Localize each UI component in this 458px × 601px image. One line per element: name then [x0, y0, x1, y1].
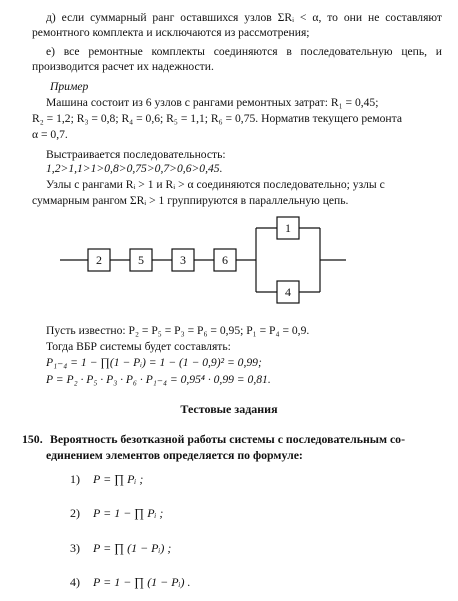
- option-3-number: 3): [70, 541, 80, 555]
- block-3-label: 3: [180, 253, 186, 267]
- option-2-formula: P = 1 − ∏ Pᵢ ;: [93, 506, 164, 520]
- nodes-line-2: суммарным рангом ΣRᵢ > 1 группируются в параллельную цепь.: [32, 194, 349, 207]
- example-line-2: R₂ = 1,2; R₃ = 0,8; R₄ = 0,6; R₅ = 1,1; R₆ = 0,75. Норматив текущего ремонта: [32, 112, 402, 125]
- option-3-formula: P = ∏ (1 − Pᵢ) ;: [93, 541, 172, 555]
- sequence-value: 1,2>1,1>1>0,8>0,75>0,7>0,6>0,45.: [46, 162, 223, 175]
- option-3[interactable]: [70, 541, 171, 556]
- block-4-label: 4: [285, 285, 291, 299]
- option-1[interactable]: [70, 472, 143, 487]
- question-text-2: единением элементов определяется по формуле:: [46, 448, 303, 462]
- example-heading: Пример: [50, 80, 89, 93]
- block-5-label: 5: [138, 253, 144, 267]
- nodes-line-1: Узлы с рангами Rᵢ > 1 и Rᵢ > α соединяются последовательно; узлы с: [46, 178, 385, 191]
- question-number: 150.: [22, 432, 43, 446]
- formula-system: P = P₂ · P₅ · P₃ · P₆ · P₁₋₄ = 0,95⁴ · 0,99 = 0,81.: [46, 373, 271, 386]
- paragraph-d: д) если суммарный ранг оставшихся узлов ΣRᵢ < α, то они не составляют ремонтного комплекта и исключаются из рассмотрения;: [32, 11, 442, 39]
- option-2[interactable]: [70, 506, 163, 521]
- system-reliability-intro: Тогда ВБР системы будет составлять:: [46, 340, 231, 353]
- option-2-number: 2): [70, 506, 80, 520]
- sequence-label: Выстраивается последовательность:: [46, 148, 226, 161]
- paragraph-e: е) все ремонтные комплекты соединяются в последовательную цепь, и производится расчет их надежности.: [32, 45, 442, 73]
- example-line-3: α = 0,7.: [32, 128, 68, 141]
- section-title: Тестовые задания: [180, 402, 278, 416]
- block-2-label: 2: [96, 253, 102, 267]
- question-text-1: Вероятность безотказной работы системы с последовательным со-: [50, 432, 406, 446]
- option-1-number: 1): [70, 472, 80, 486]
- option-4[interactable]: [70, 575, 191, 590]
- known-values: Пусть известно: P₂ = P₅ = P₃ = P₆ = 0,95; P₁ = P₄ = 0,9.: [46, 324, 310, 337]
- example-line-1: Машина состоит из 6 узлов с рангами ремонтных затрат: R₁ = 0,45;: [46, 96, 379, 109]
- block-1-label: 1: [285, 221, 291, 235]
- option-4-number: 4): [70, 575, 80, 589]
- reliability-block-diagram: [0, 208, 458, 320]
- block-6-label: 6: [222, 253, 228, 267]
- formula-parallel: P₁₋₄ = 1 − ∏(1 − Pᵢ) = 1 − (1 − 0,9)² = 0,99;: [46, 356, 262, 369]
- option-4-formula: P = 1 − ∏ (1 − Pᵢ) .: [93, 575, 191, 589]
- option-1-formula: P = ∏ Pᵢ ;: [93, 472, 144, 486]
